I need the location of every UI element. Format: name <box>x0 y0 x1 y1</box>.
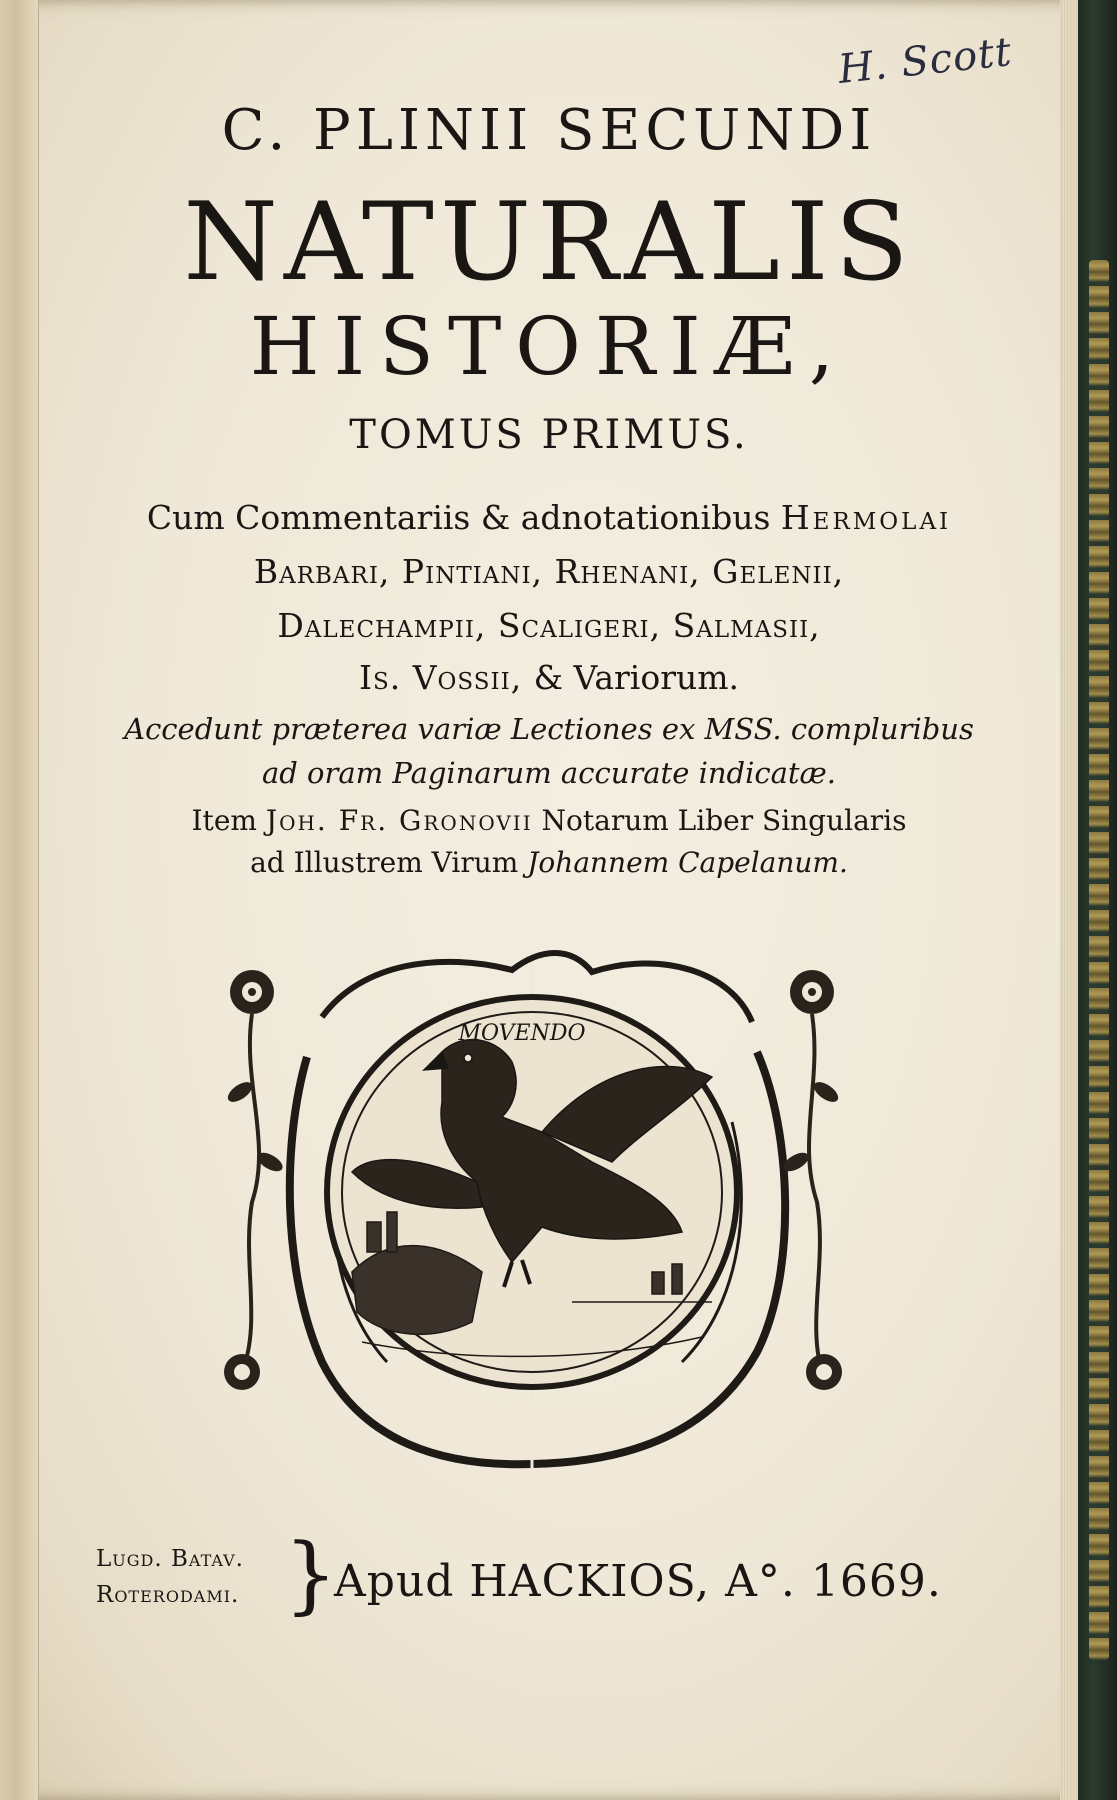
commentator-name: Hermolai <box>780 498 952 537</box>
author-line: C. PLINII SECUNDI <box>221 98 877 163</box>
imprint <box>96 1525 996 1628</box>
gronovius-name: Joh. Fr. Gronovii <box>265 804 533 837</box>
owner-signature: H. Scott <box>836 29 1015 93</box>
imprint-city-leiden: Lugd. Batav. <box>96 1546 244 1572</box>
liber-text: Notarum Liber Singularis <box>532 804 907 837</box>
volume-line: TOMUS PRIMUS. <box>349 412 749 458</box>
printers-device-woodcut <box>212 942 852 1487</box>
virum-text: ad Illustrem Virum <box>250 846 528 879</box>
page-edges <box>1060 0 1078 1800</box>
gronovius-line-2 <box>38 846 1060 879</box>
imprint-publisher: Apud HACKIOS, A°. 1669. <box>334 1556 942 1607</box>
readings-line-2: ad oram Paginarum accurate indicatæ. <box>261 756 837 790</box>
page-gutter <box>0 0 39 1800</box>
imprint-city-rotterdam: Roterodami. <box>96 1582 240 1608</box>
gronovius-line-1 <box>38 804 1060 837</box>
commentary-line-1 <box>38 498 1060 537</box>
capelanus-name: Johannem Capelanum. <box>527 846 848 879</box>
item-text: Item <box>191 804 266 837</box>
imprint-brace: } <box>284 1525 338 1623</box>
rose-ornament-right <box>780 970 842 1390</box>
title-line-naturalis: NATURALIS <box>183 180 915 305</box>
readings-line-1: Accedunt præterea variæ Lectiones ex MSS. compluribus <box>124 712 974 746</box>
rose-ornament-left <box>224 970 286 1390</box>
book-spine <box>1078 0 1117 1800</box>
commentary-text: Cum Commentariis & adnotationibus <box>146 498 781 537</box>
title-line-historiae: HISTORIÆ, <box>249 300 849 393</box>
commentary-line-4 <box>38 658 1060 697</box>
gilt-tooling <box>1089 260 1109 1660</box>
commentator-names: Is. Vossii, <box>358 658 534 697</box>
commentary-line-3: Dalechampii, Scaligeri, Salmasii, <box>277 606 821 645</box>
variorum-text: & Variorum. <box>533 658 740 697</box>
device-motto: MOVENDO <box>458 1021 586 1046</box>
commentary-line-2: Barbari, Pintiani, Rhenani, Gelenii, <box>253 552 845 591</box>
